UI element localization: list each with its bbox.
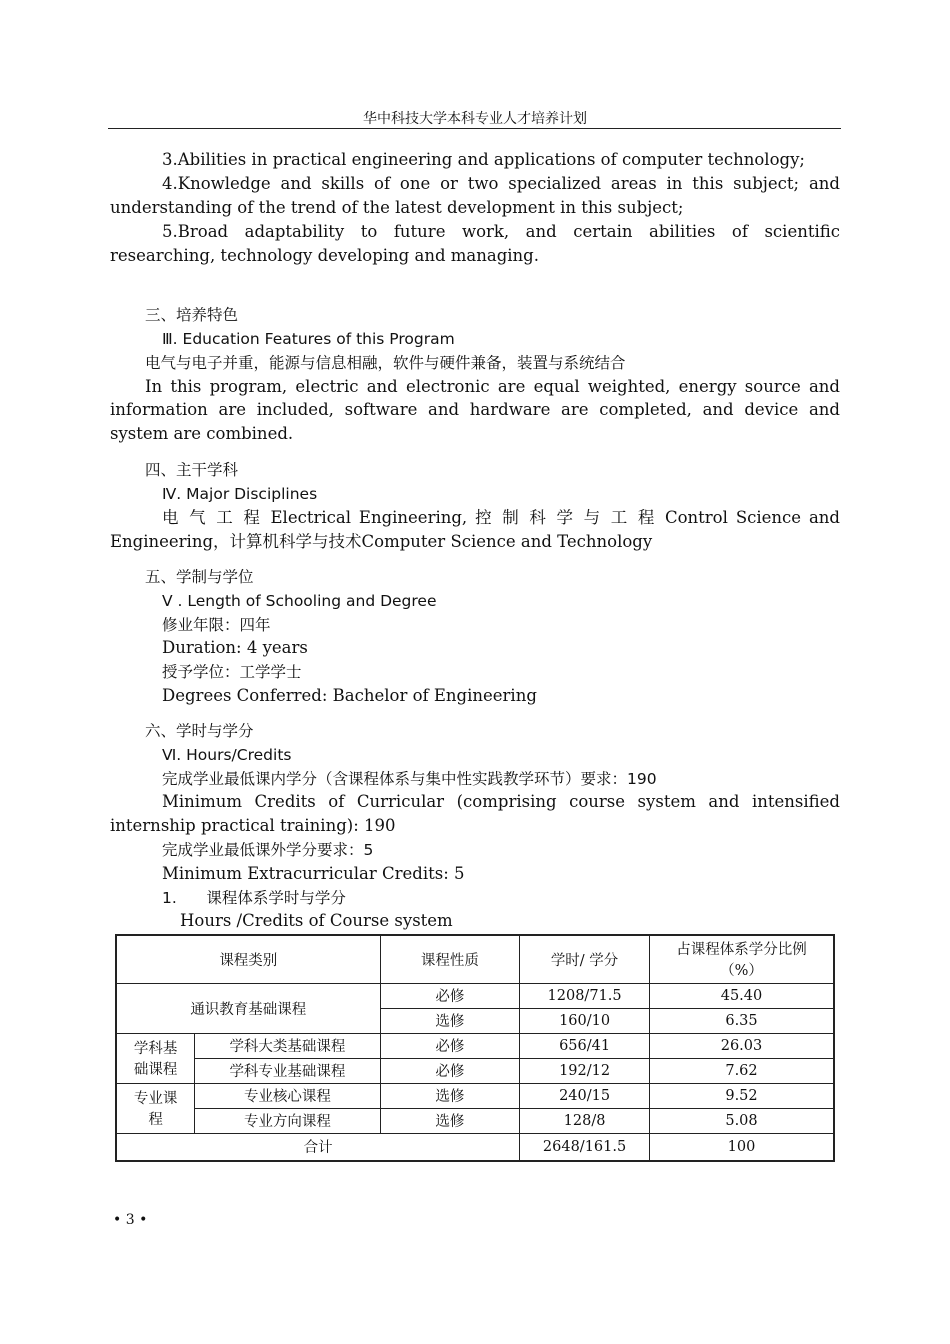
- course-type: 必修: [380, 983, 520, 1008]
- header-ratio-label: 占课程体系学分比例: [676, 942, 807, 959]
- paragraph-line: 4.Knowledge and skills of one or two specialized areas in this subject; and: [162, 174, 840, 193]
- paragraph-line: information are included, software and hardware are completed, and device and: [110, 400, 840, 419]
- hours-credits: 160/10: [520, 1008, 650, 1033]
- section-title-en: Ⅵ. Hours/Credits: [162, 746, 292, 764]
- subsection-title-en: Hours /Credits of Course system: [180, 911, 453, 930]
- major-course-group: [116, 1083, 195, 1133]
- ratio: 6.35: [649, 1008, 834, 1033]
- course-name: 专业方向课程: [195, 1108, 380, 1133]
- min-credits-en: internship practical training): 190: [110, 816, 396, 835]
- hours-credits: 128/8: [520, 1108, 650, 1133]
- course-type: 选修: [380, 1008, 520, 1033]
- paragraph-line: understanding of the trend of the latest development in this subject;: [110, 198, 684, 217]
- group-label-line: 程: [148, 1112, 163, 1128]
- table-row: [116, 983, 834, 1008]
- header-type: 课程性质: [380, 935, 520, 983]
- header-ratio: [649, 935, 834, 983]
- course-type: 选修: [380, 1083, 520, 1108]
- duration-cn: 修业年限：四年: [162, 616, 271, 634]
- paragraph-line: researching, technology developing and managing.: [110, 246, 539, 265]
- page-number: • 3 •: [113, 1212, 148, 1228]
- section-title-cn: 四、主干学科: [145, 461, 239, 479]
- hours-credits: 192/12: [520, 1058, 650, 1083]
- section-title-en: Ⅴ . Length of Schooling and Degree: [162, 592, 437, 610]
- section-title-cn: 六、学时与学分: [145, 722, 254, 740]
- total-ratio: 100: [649, 1133, 834, 1161]
- section-title-en: Ⅲ. Education Features of this Program: [162, 330, 455, 348]
- table-row: [116, 1033, 834, 1058]
- total-label: 合计: [116, 1133, 520, 1161]
- paragraph-line: In this program, electric and electronic are equal weighted, energy source and: [145, 377, 840, 396]
- course-name: 学科专业基础课程: [195, 1058, 380, 1083]
- course-type: 选修: [380, 1108, 520, 1133]
- table-header-row: [116, 935, 834, 983]
- course-type: 必修: [380, 1058, 520, 1083]
- header-ratio-unit: （%）: [720, 963, 763, 980]
- paragraph-line: Engineering，计算机科学与技术Computer Science and Technology: [110, 532, 653, 551]
- subject-basic-group: [116, 1033, 195, 1083]
- ratio: 45.40: [649, 983, 834, 1008]
- paragraph-line: 3.Abilities in practical engineering and applications of computer technology;: [162, 150, 805, 169]
- hours-credits: 1208/71.5: [520, 983, 650, 1008]
- page-header: 华中科技大学本科专业人才培养计划: [363, 111, 587, 127]
- total-hours-credits: 2648/161.5: [520, 1133, 650, 1161]
- min-credits-en: Minimum Credits of Curricular (comprising course system and intensified: [162, 792, 840, 811]
- section-title-cn: 三、培养特色: [145, 306, 239, 324]
- hours-credits: 656/41: [520, 1033, 650, 1058]
- hours-credits: 240/15: [520, 1083, 650, 1108]
- course-name: 学科大类基础课程: [195, 1033, 380, 1058]
- subsection-title-cn: 1. 课程体系学时与学分: [162, 889, 346, 907]
- table-row: [116, 1058, 834, 1083]
- group-label-line: 学科基: [133, 1041, 178, 1057]
- course-credits-table: [115, 934, 835, 1162]
- extra-credits-cn: 完成学业最低课外学分要求：5: [162, 841, 374, 859]
- extra-credits-en: Minimum Extracurricular Credits: 5: [162, 864, 465, 883]
- paragraph-line: 电气与电子并重，能源与信息相融，软件与硬件兼备，装置与系统结合: [145, 354, 626, 372]
- table-row: [116, 1108, 834, 1133]
- min-credits-cn: 完成学业最低课内学分（含课程体系与集中性实践教学环节）要求：190: [162, 770, 657, 788]
- ratio: 5.08: [649, 1108, 834, 1133]
- paragraph-line: 电 气 工 程 Electrical Engineering, 控 制 科 学 与 工 程 Control Science and: [162, 508, 840, 527]
- section-title-cn: 五、学制与学位: [145, 568, 254, 586]
- degree-cn: 授予学位：工学学士: [162, 663, 302, 681]
- duration-en: Duration: 4 years: [162, 638, 308, 657]
- paragraph-line: 5.Broad adaptability to future work, and certain abilities of scientific: [162, 222, 840, 241]
- course-type: 必修: [380, 1033, 520, 1058]
- degree-en: Degrees Conferred: Bachelor of Engineering: [162, 686, 537, 705]
- paragraph-line: system are combined.: [110, 424, 294, 443]
- ratio: 9.52: [649, 1083, 834, 1108]
- ratio: 26.03: [649, 1033, 834, 1058]
- general-education-cell: 通识教育基础课程: [116, 983, 380, 1033]
- header-category: 课程类别: [116, 935, 380, 983]
- group-label-line: 专业课: [133, 1091, 178, 1107]
- section-title-en: Ⅳ. Major Disciplines: [162, 485, 318, 503]
- table-total-row: [116, 1133, 834, 1161]
- header-rule: [108, 128, 841, 129]
- header-hours-credits: 学时/ 学分: [520, 935, 650, 983]
- table-row: [116, 1083, 834, 1108]
- group-label-line: 础课程: [133, 1062, 178, 1078]
- course-name: 专业核心课程: [195, 1083, 380, 1108]
- ratio: 7.62: [649, 1058, 834, 1083]
